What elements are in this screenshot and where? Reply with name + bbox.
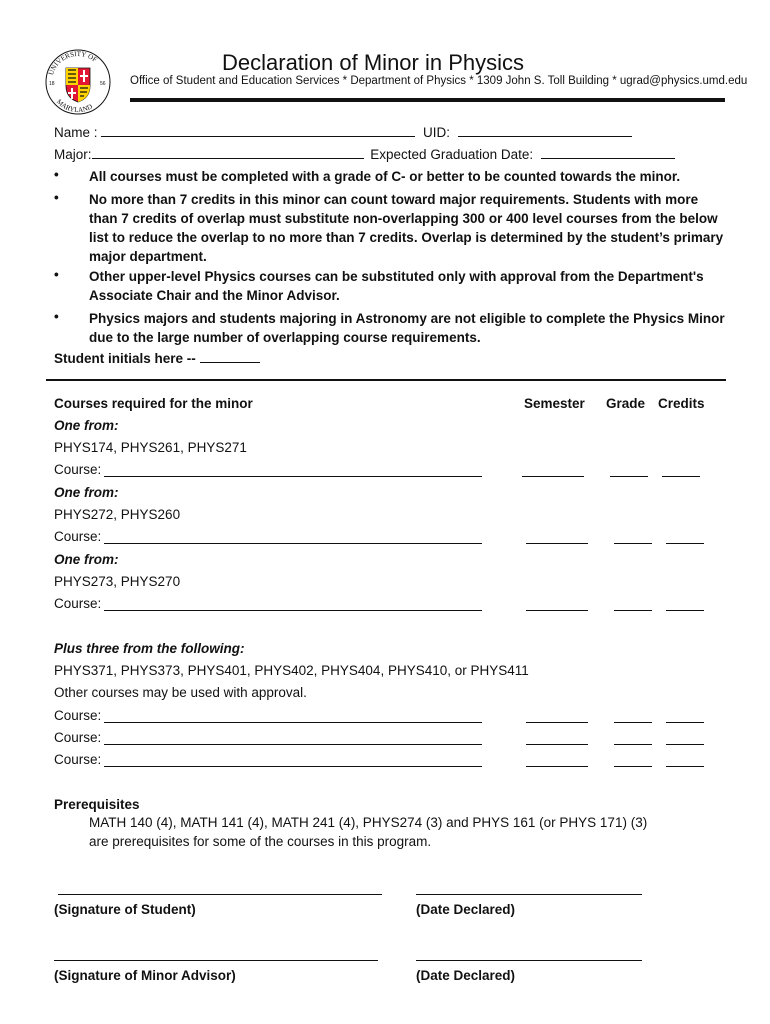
form-title: Declaration of Minor in Physics: [222, 50, 525, 75]
course-options: PHYS174, PHYS261, PHYS271: [54, 440, 247, 455]
course-options: PHYS272, PHYS260: [54, 507, 181, 522]
logo-text-bottom: MARYLAND: [54, 97, 94, 115]
course-label: Course:: [54, 730, 102, 745]
advisor-signature-label: (Signature of Minor Advisor): [54, 968, 236, 983]
course-label: Course:: [54, 462, 102, 477]
grade-field[interactable]: [614, 721, 652, 723]
credits-field[interactable]: [666, 721, 704, 723]
advisor-date-declared-field[interactable]: [416, 959, 642, 961]
credits-field[interactable]: [666, 765, 704, 767]
course-field[interactable]: [104, 765, 482, 767]
credits-field[interactable]: [666, 743, 704, 745]
university-seal-logo: [44, 48, 112, 116]
credits-field[interactable]: [662, 475, 700, 477]
grade-field[interactable]: [614, 609, 652, 611]
semester-field[interactable]: [526, 743, 588, 745]
student-signature-field[interactable]: [58, 893, 382, 895]
semester-column-header: Semester: [524, 396, 585, 411]
grade-field[interactable]: [614, 542, 652, 544]
uid-label: UID:: [423, 125, 451, 140]
course-options: PHYS371, PHYS373, PHYS401, PHYS402, PHYS404, PHYS410, or PHYS411: [54, 663, 529, 678]
course-field[interactable]: [104, 721, 482, 723]
grade-field[interactable]: [614, 743, 652, 745]
course-options: PHYS273, PHYS270: [54, 574, 181, 589]
section-divider: [46, 379, 726, 381]
graduation-label: Expected Graduation Date:: [370, 147, 534, 162]
uid-field[interactable]: [458, 124, 632, 137]
graduation-date-field[interactable]: [541, 146, 675, 159]
group-title: One from:: [54, 552, 119, 567]
grade-column-header: Grade: [606, 396, 646, 411]
credits-column-header: Credits: [658, 396, 705, 411]
courses-header: Courses required for the minor: [54, 396, 253, 411]
date-declared-field[interactable]: [416, 893, 642, 895]
advisor-date-declared-label: (Date Declared): [416, 968, 516, 983]
credits-field[interactable]: [666, 609, 704, 611]
name-label: Name :: [54, 125, 98, 140]
name-field[interactable]: [101, 124, 415, 137]
semester-field[interactable]: [526, 609, 588, 611]
semester-field[interactable]: [526, 721, 588, 723]
prerequisites-line: are prerequisites for some of the courses in this program.: [89, 834, 432, 849]
group-title: One from:: [54, 485, 119, 500]
office-subtitle: Office of Student and Education Services * Department of Physics * 1309 John S. Toll Building * ugrad@physics.umd.edu: [130, 75, 748, 87]
initials-label: Student initials here --: [54, 351, 196, 366]
prerequisites-line: MATH 140 (4), MATH 141 (4), MATH 241 (4), PHYS274 (3) and PHYS 161 (or PHYS 171) (3): [89, 815, 648, 830]
logo-year-right: 56: [100, 81, 106, 87]
major-field[interactable]: [92, 146, 364, 159]
date-declared-label: (Date Declared): [416, 902, 516, 917]
semester-field[interactable]: [526, 765, 588, 767]
course-label: Course:: [54, 596, 102, 611]
grade-field[interactable]: [610, 475, 648, 477]
course-field[interactable]: [104, 475, 482, 477]
student-signature-label: (Signature of Student): [54, 902, 196, 917]
course-label: Course:: [54, 708, 102, 723]
group-title: One from:: [54, 418, 119, 433]
advisor-signature-field[interactable]: [54, 959, 378, 961]
header-divider: [130, 98, 725, 102]
semester-field[interactable]: [526, 542, 588, 544]
major-label: Major:: [54, 147, 92, 162]
credits-field[interactable]: [666, 542, 704, 544]
grade-field[interactable]: [614, 765, 652, 767]
course-field[interactable]: [104, 609, 482, 611]
logo-year-left: 18: [49, 81, 55, 87]
logo-text-top: UNIVERSITY OF: [47, 49, 99, 77]
course-field[interactable]: [104, 542, 482, 544]
course-label: Course:: [54, 752, 102, 767]
group-title: Plus three from the following:: [54, 641, 245, 656]
approval-note: Other courses may be used with approval.: [54, 685, 307, 700]
shield-icon: [66, 68, 90, 102]
semester-field[interactable]: [522, 475, 584, 477]
prerequisites-title: Prerequisites: [54, 797, 140, 812]
course-label: Course:: [54, 529, 102, 544]
course-field[interactable]: [104, 743, 482, 745]
initials-field[interactable]: [200, 350, 260, 363]
